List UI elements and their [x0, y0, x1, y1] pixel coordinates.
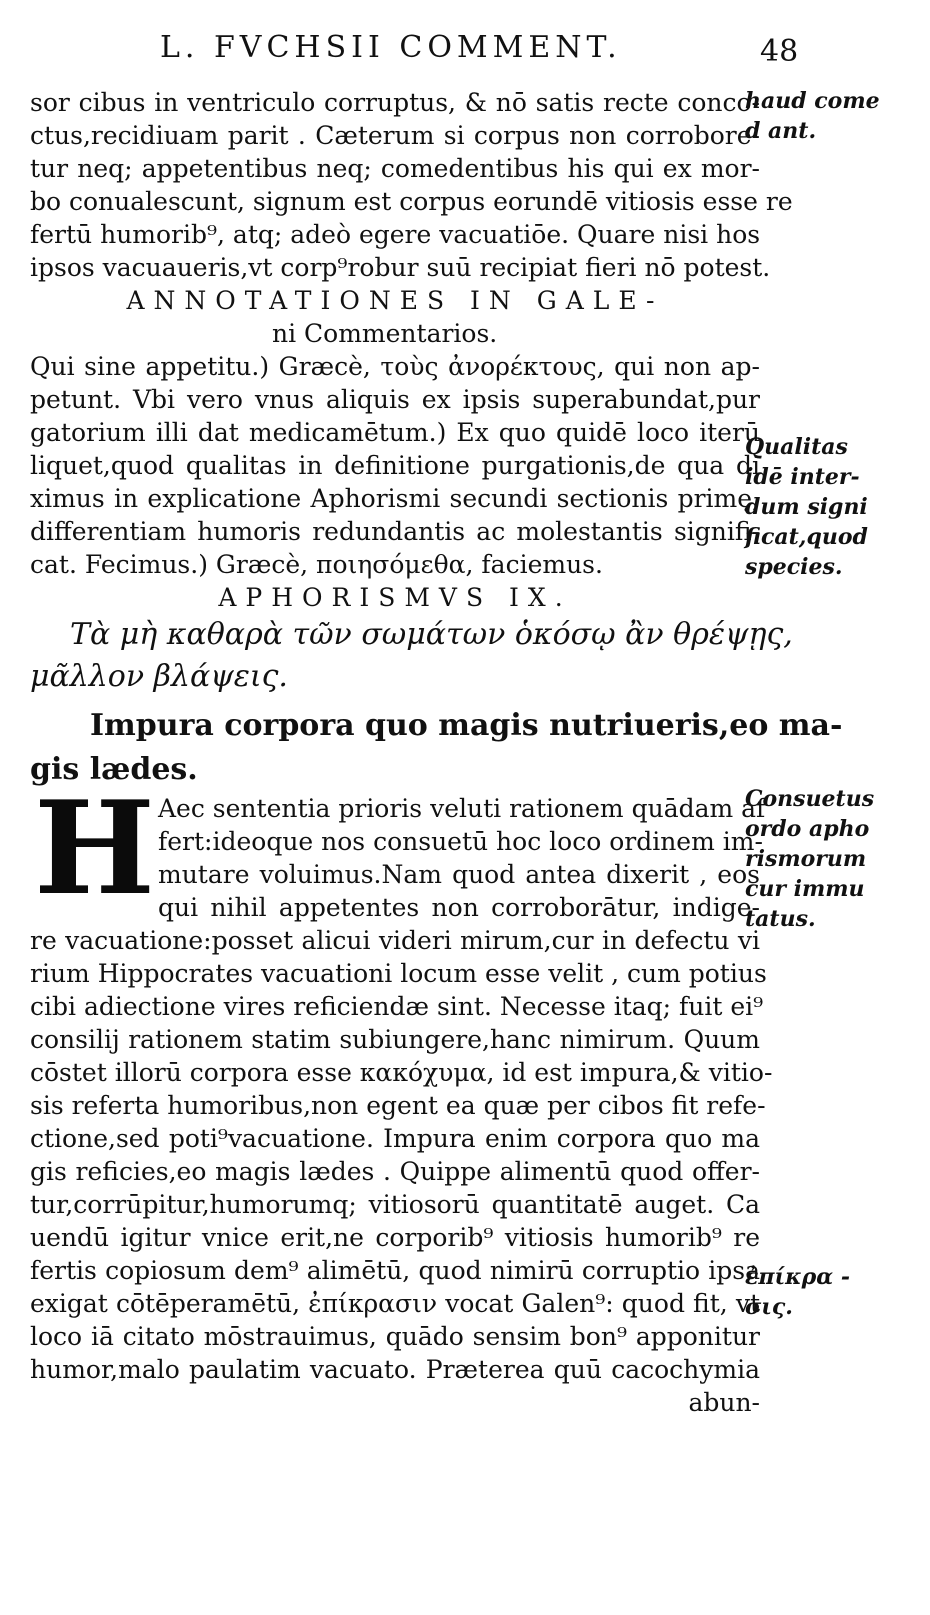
text-line: fertū humorib⁹, atq; adeò egere vacuatiōe. Quare nisi hos — [30, 220, 761, 249]
page-number: 48 — [760, 34, 799, 69]
text-line: ctione,sed poti⁹vacuatione. Impura enim corpora quo ma — [30, 1124, 760, 1153]
text-line: humor,malo paulatim vacuato. Præterea quū cacochymia — [30, 1355, 760, 1384]
aphorism-latin-line: Impura corpora quo magis nutriueris,eo ma- — [90, 708, 843, 743]
text-line: exigat cōtēperamētū, ἐπίκρασιν vocat Galen⁹: quod fit, vt — [30, 1289, 760, 1318]
annotations-subheading: ni Commentarios. — [272, 319, 498, 348]
margin-note-epikrasis: ἐπίκρα - σις. — [745, 1264, 850, 1320]
text-line: qui nihil appetentes non corroborātur, indige- — [158, 893, 760, 922]
text-line: tur neq; appetentibus neq; comedentibus his qui ex mor- — [30, 154, 760, 183]
text-line: Qui sine appetitu.) Græcè, τοὺς ἀνορέκτους, qui non ap- — [30, 352, 760, 381]
text-line: ctus,recidiuam parit . Cæterum si corpus non corrobore- — [30, 121, 760, 150]
margin-note-consuetus-ordo: Consuetus ordo apho rismorum cur immu tatus. — [745, 786, 875, 932]
text-line: rium Hippocrates vacuationi locum esse velit , cum potius — [30, 959, 767, 988]
text-line: sor cibus in ventriculo corruptus, & nō satis recte conco- — [30, 88, 760, 117]
text-line: gatorium illi dat medicamētum.) Ex quo quidē loco iterū — [30, 418, 760, 447]
margin-note-haud-comedant: haud come d ant. — [745, 88, 880, 144]
text-line: petunt. Vbi vero vnus aliquis ex ipsis superabundat,pur — [30, 385, 760, 414]
annotations-paragraph — [30, 350, 760, 581]
text-line: liquet,quod qualitas in definitione purgationis,de qua di — [30, 451, 760, 480]
commentary-paragraph — [30, 774, 773, 1419]
text-line: cat. Fecimus.) Græcè, ποιησόμεθα, faciemus. — [30, 550, 603, 579]
aphorism-greek-line: Τὰ μὴ καθαρὰ τῶν σωμάτων ὁκόσῳ ἂν θρέψῃς, — [70, 617, 793, 652]
text-line: ipsos vacuaueris,vt corp⁹robur suū recipiat fieri nō potest. — [30, 253, 771, 282]
annotations-heading: ANNOTATIONES IN GALE- — [126, 286, 664, 315]
aphorism-latin-line: gis lædes. — [30, 752, 198, 787]
catchword: abun- — [688, 1388, 760, 1417]
text-line: differentiam humoris redundantis ac molestantis signifi- — [30, 517, 760, 546]
text-line: Aec sententia prioris veluti rationem quādam af — [158, 794, 766, 823]
text-line: fert:ideoque nos consuetū hoc loco ordinem im- — [158, 827, 763, 856]
text-line: bo conualescunt, signum est corpus eorundē vitiosis esse re — [30, 187, 793, 216]
text-line: cōstet illorū corpora esse κακόχυμα, id est impura,& vitio- — [30, 1058, 773, 1087]
margin-note-qualitas: Qualitas idē inter- dum signi ficat,quod species. — [745, 434, 868, 580]
text-line: tur,corrūpitur,humorumq; vitiosorū quantitatē auget. Ca — [30, 1190, 760, 1219]
running-title: L. FVCHSII COMMENT. — [160, 30, 622, 65]
text-line: fertis copiosum dem⁹ alimētū, quod nimirū corruptio ipsa — [30, 1256, 760, 1285]
text-line: ximus in explicatione Aphorismi secundi sectionis primę, — [30, 484, 760, 513]
text-line: sis referta humoribus,non egent ea quæ per cibos fit refe- — [30, 1091, 766, 1120]
text-line: consilij rationem statim subiungere,hanc nimirum. Quum — [30, 1025, 760, 1054]
text-line: gis reficies,eo magis lædes . Quippe alimentū quod offer- — [30, 1157, 760, 1186]
text-line: uendū igitur vnice erit,ne corporib⁹ vitiosis humorib⁹ re — [30, 1223, 760, 1252]
text-line: mutare voluimus.Nam quod antea dixerit , eos — [158, 860, 760, 889]
text-line: loco iā citato mōstrauimus, quādo sensim bon⁹ apponitur — [30, 1322, 760, 1351]
drop-cap-initial: H — [34, 774, 155, 924]
text-line: re vacuatione:posset alicui videri mirum,cur in defectu vi — [30, 926, 760, 955]
aphorism-greek-line: μᾶλλον βλάψεις. — [30, 659, 288, 694]
text-line: cibi adiectione vires reficiendæ sint. Necesse itaq; fuit ei⁹ — [30, 992, 764, 1021]
aphorism-title: APHORISMVS IX. — [218, 583, 572, 612]
opening-paragraph — [30, 86, 793, 284]
